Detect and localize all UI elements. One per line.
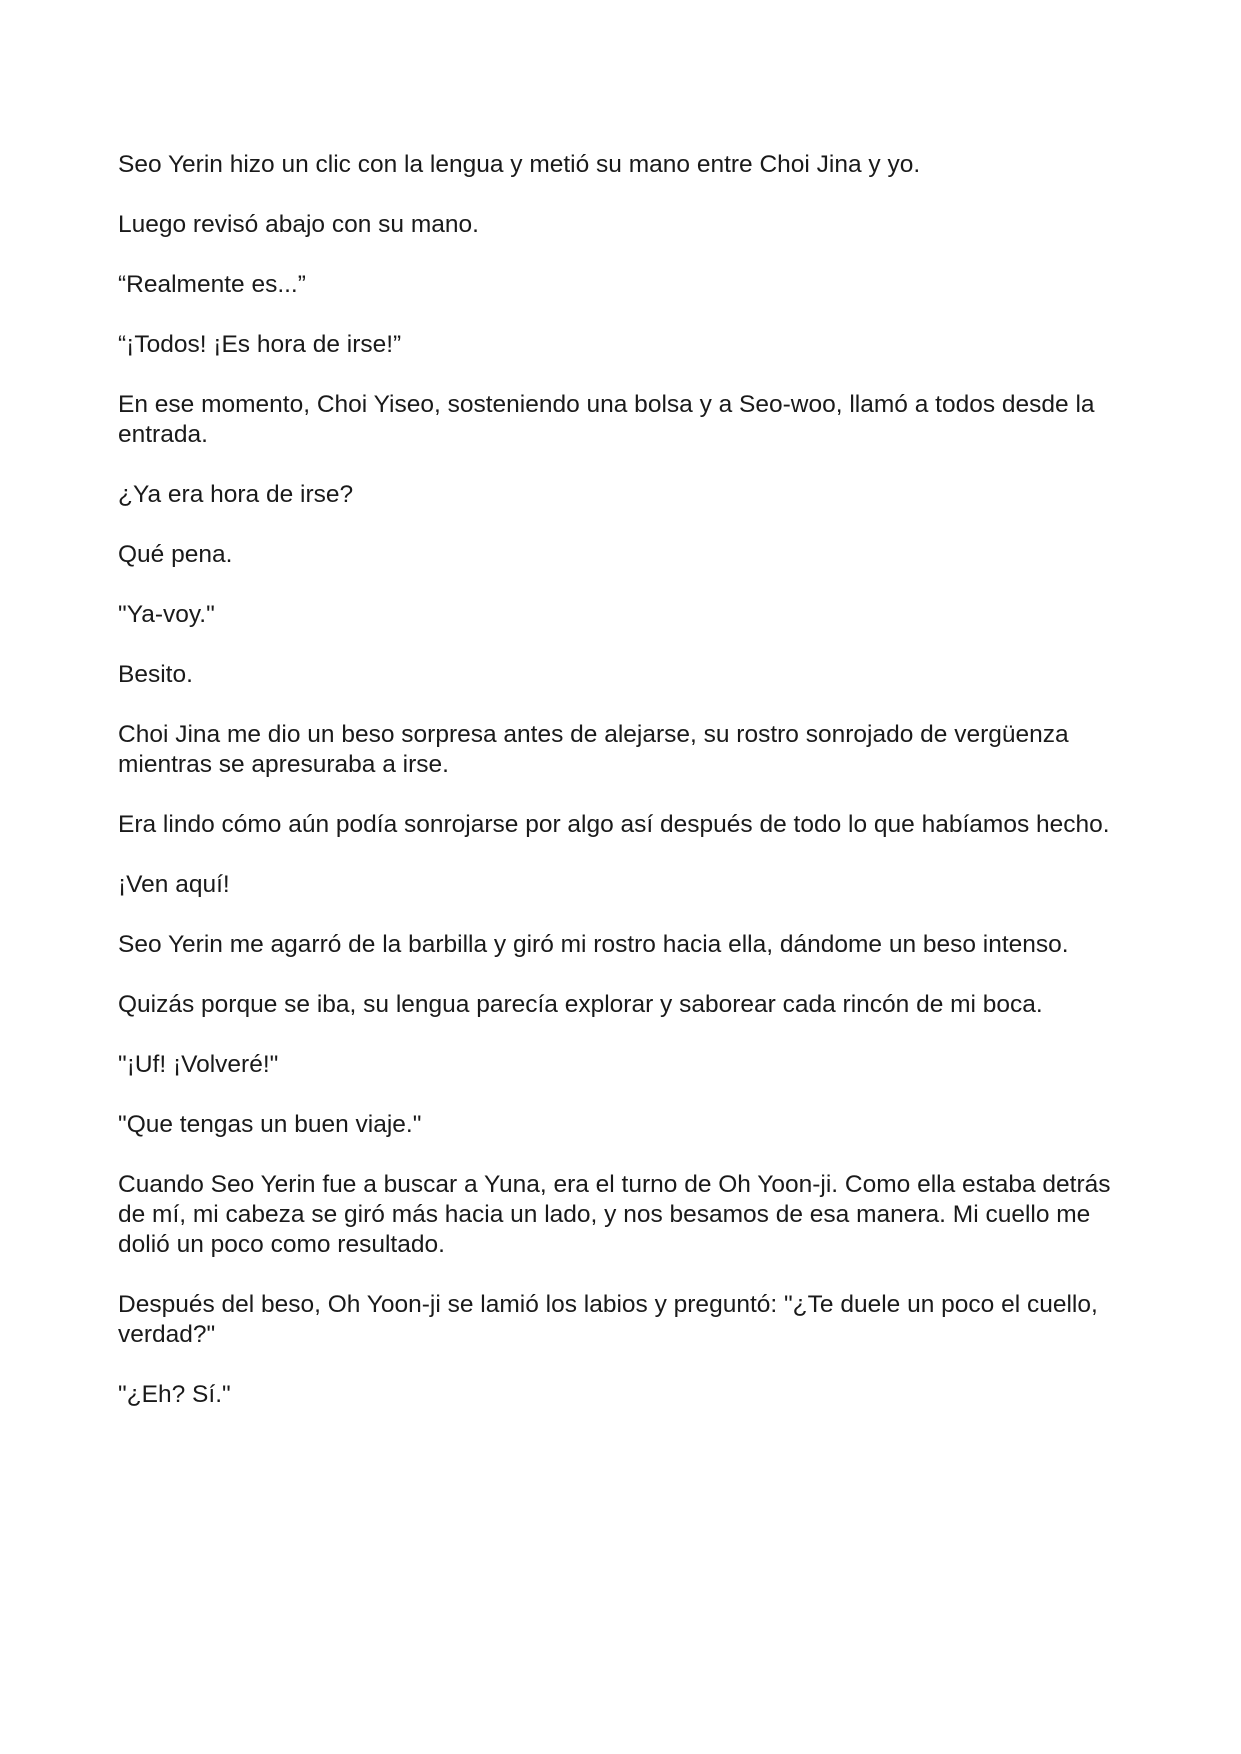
paragraph: Luego revisó abajo con su mano. — [118, 211, 479, 238]
paragraph: Era lindo cómo aún podía sonrojarse por algo así después de todo lo que habíamos hecho. — [118, 811, 1110, 838]
paragraph: Qué pena. — [118, 541, 233, 568]
paragraph: "Que tengas un buen viaje." — [118, 1111, 422, 1138]
paragraph: Seo Yerin hizo un clic con la lengua y metió su mano entre Choi Jina y yo. — [118, 151, 921, 178]
paragraph: Después del beso, Oh Yoon-ji se lamió los labios y preguntó: "¿Te duele un poco el cuello, verdad?" — [118, 1291, 1098, 1348]
paragraph: Seo Yerin me agarró de la barbilla y giró mi rostro hacia ella, dándome un beso intenso. — [118, 931, 1069, 958]
paragraph: ¡Ven aquí! — [118, 871, 230, 898]
paragraph: "¿Eh? Sí." — [118, 1381, 231, 1408]
paragraph: Choi Jina me dio un beso sorpresa antes de alejarse, su rostro sonrojado de vergüenza mientras se apresuraba a irse. — [118, 721, 1069, 778]
paragraph: “¡Todos! ¡Es hora de irse!” — [118, 331, 402, 358]
paragraph: Quizás porque se iba, su lengua parecía explorar y saborear cada rincón de mi boca. — [118, 991, 1043, 1018]
document-page — [118, 150, 1138, 1440]
paragraph: Besito. — [118, 661, 193, 688]
paragraph: ¿Ya era hora de irse? — [118, 481, 354, 508]
paragraph: "Ya-voy." — [118, 601, 215, 628]
paragraph: Cuando Seo Yerin fue a buscar a Yuna, era el turno de Oh Yoon-ji. Como ella estaba detrás de mí, mi cabeza se giró más hacia un lado, y nos besamos de esa manera. Mi cuello me dolió un poco como resultado. — [118, 1171, 1111, 1258]
paragraph: En ese momento, Choi Yiseo, sosteniendo una bolsa y a Seo-woo, llamó a todos desde la entrada. — [118, 391, 1095, 448]
paragraph: "¡Uf! ¡Volveré!" — [118, 1051, 279, 1078]
paragraph: “Realmente es...” — [118, 271, 306, 298]
